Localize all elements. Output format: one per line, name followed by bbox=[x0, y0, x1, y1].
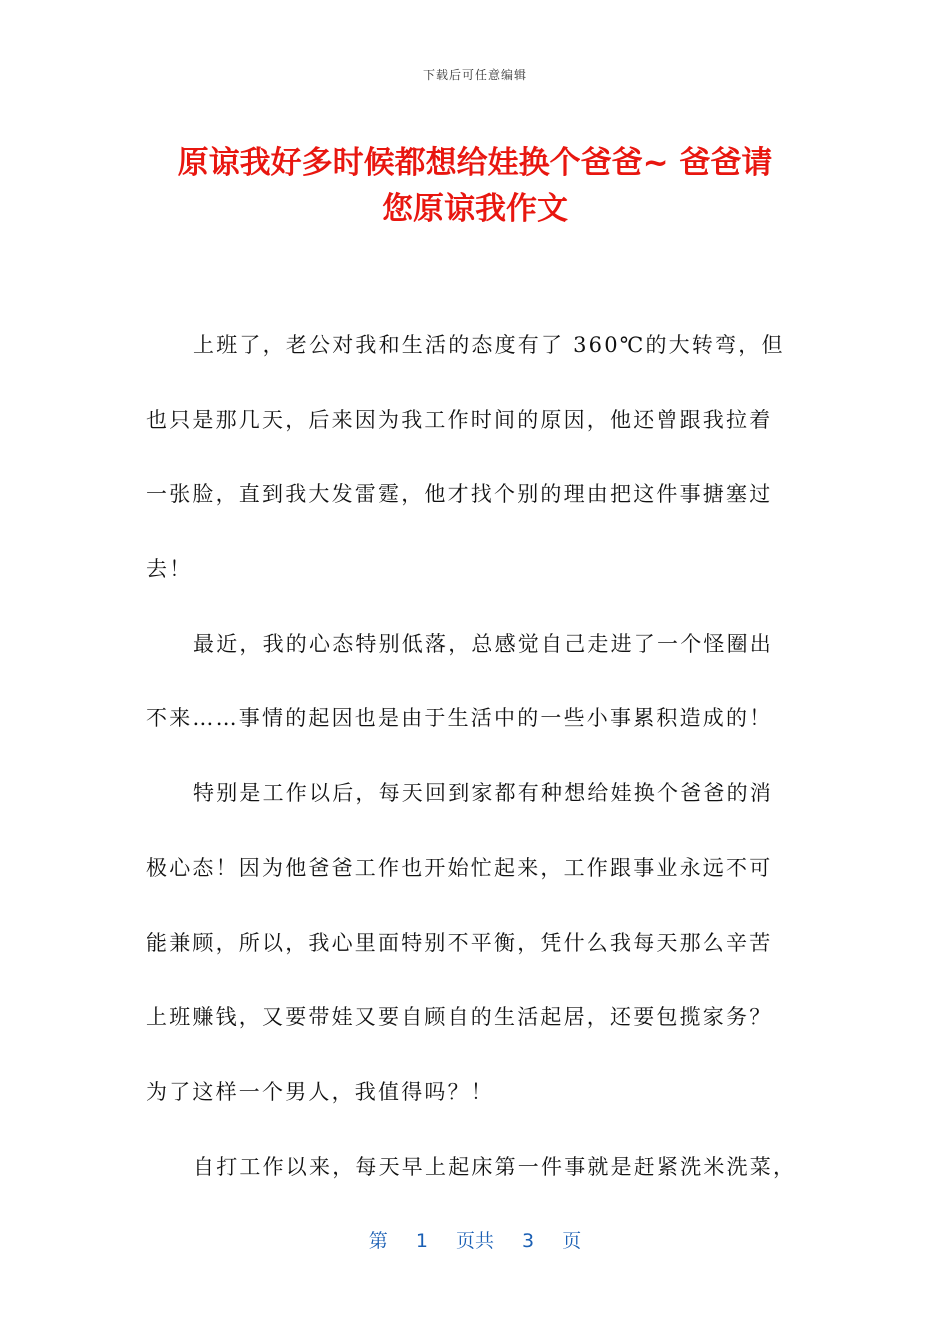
text-line: 为了这样一个男人，我值得吗？！ bbox=[146, 1079, 494, 1104]
text-line: 特别是工作以后，每天回到家都有种想给娃换个爸爸的消 bbox=[193, 781, 773, 806]
text-line: 上班了，老公对我和生活的态度有了 360℃的大转弯，但 bbox=[193, 333, 785, 357]
text-line: 自打工作以来，每天早上起床第一件事就是赶紧洗米洗菜， bbox=[193, 1154, 797, 1179]
title-line-1: 原谅我好多时候都想给娃换个爸爸~ 爸爸请 bbox=[177, 145, 773, 181]
footer-prefix: 第 bbox=[368, 1230, 388, 1252]
page-number-footer bbox=[0, 1226, 950, 1253]
text-line: 上班赚钱，又要带娃又要自顾自的生活起居，还要包揽家务？ bbox=[146, 1005, 773, 1030]
document-title bbox=[130, 140, 820, 232]
text-line: 极心态！因为他爸爸工作也开始忙起来，工作跟事业永远不可 bbox=[146, 855, 773, 880]
text-line: 能兼顾，所以，我心里面特别不平衡，凭什么我每天那么辛苦 bbox=[146, 930, 773, 955]
footer-suffix: 页 bbox=[562, 1230, 582, 1252]
body-text bbox=[146, 308, 806, 1204]
text-line: 也只是那几天，后来因为我工作时间的原因，他还曾跟我拉着 bbox=[146, 407, 773, 432]
text-line: 一张脸，直到我大发雷霆，他才找个别的理由把这件事搪塞过 bbox=[146, 482, 773, 507]
text-line: 不来……事情的起因也是由于生活中的一些小事累积造成的！ bbox=[146, 706, 773, 731]
header-note: 下载后可任意编辑 bbox=[422, 68, 527, 82]
footer-middle: 页共 bbox=[455, 1230, 494, 1252]
text-line: 最近，我的心态特别低落，总感觉自己走进了一个怪圈出 bbox=[193, 631, 773, 656]
footer-total-pages: 3 bbox=[522, 1230, 535, 1252]
text-line: 去！ bbox=[146, 557, 193, 582]
title-line-2: 您原谅我作文 bbox=[382, 191, 568, 227]
footer-current-page: 1 bbox=[415, 1230, 428, 1252]
